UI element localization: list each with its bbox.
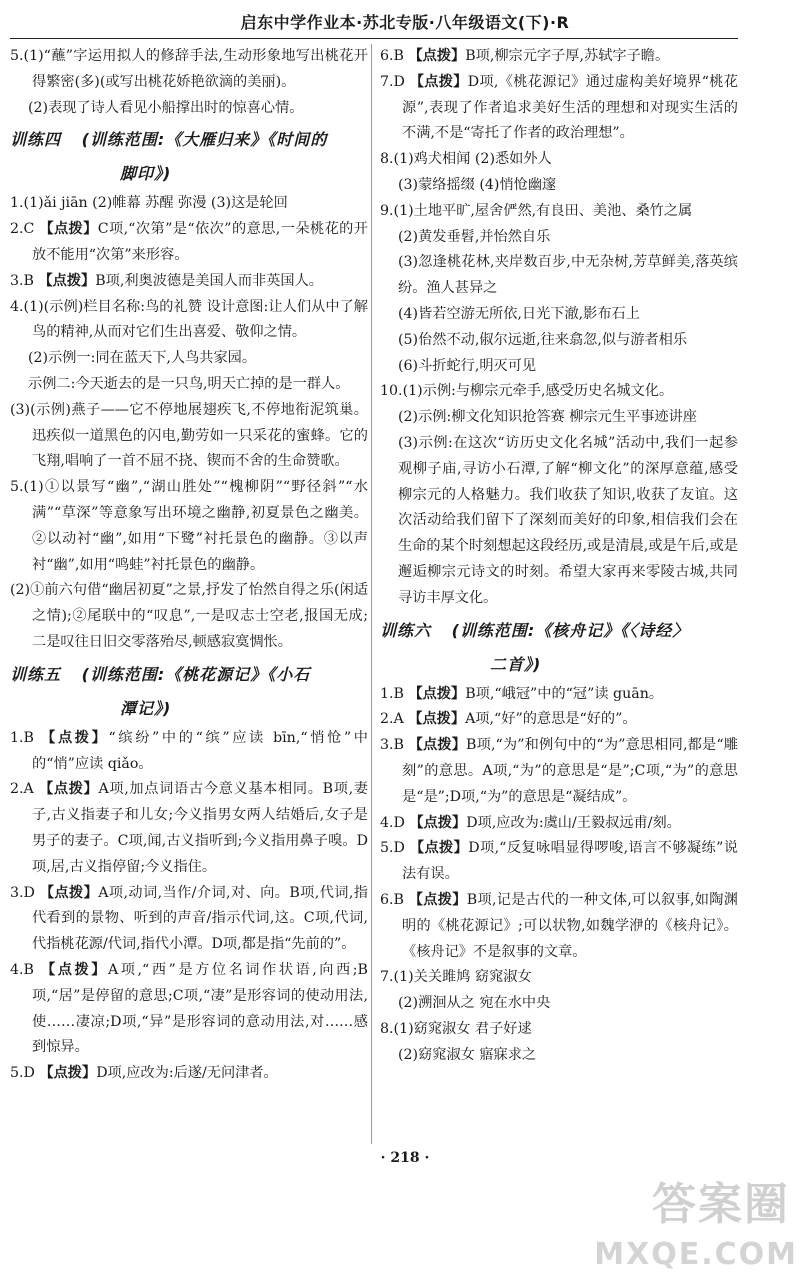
hint-tag: 【点拨】 bbox=[408, 891, 467, 908]
hint-tag: 【点拨】 bbox=[409, 73, 468, 90]
answer-item: (2)窈窕淑女 寤寐求之 bbox=[398, 1046, 537, 1063]
answer-item: (3)示例:在这次“访历史文化名城”活动中,我们一起参观柳子庙,寻访小石潭,了解“柳文化”的深厚意蕴,感受柳宗元的人格魅力。我们收获了知识,收获了友谊。这次活动给我们留下了深刻而美好的印象,相信我们会在生命的某个时刻想起这段经历,或是清晨,或是午后,或是邂逅柳宗元诗文的时刻。希望大家再来零陵古城,共同寻访丰厚文化。 bbox=[398, 434, 738, 606]
answer-key: 4.D bbox=[380, 814, 410, 831]
answer-item: 8.(1)鸡犬相闻 (2)悉如外人 bbox=[380, 151, 552, 168]
answer-item bbox=[380, 707, 738, 733]
page-header: 启东中学作业本·苏北专版·八年级语文(下)·R bbox=[240, 13, 570, 32]
section-heading bbox=[10, 125, 368, 155]
answer-item bbox=[380, 811, 738, 837]
answer-item bbox=[10, 958, 368, 1061]
hint-text: A项,动词,当作/介词,对、向。B项,代词,指代看到的景物、听到的声音/指示代词,这。C项,代词,代指桃花源/代词,指代小潭。D项,都是指“先前的”。 bbox=[32, 884, 368, 953]
answer-item bbox=[380, 44, 738, 70]
answer-item: 10.(1)示例:与柳宗元牵手,感受历史名城文化。 bbox=[380, 383, 674, 400]
hint-tag: 【点拨】 bbox=[409, 814, 467, 831]
hint-tag: 【点拨】 bbox=[409, 840, 469, 857]
answer-item: (6)斗折蛇行,明灭可见 bbox=[398, 357, 537, 374]
answer-item: (2)溯洄从之 宛在水中央 bbox=[398, 995, 551, 1012]
answer-key: 2.C bbox=[10, 221, 40, 238]
answer-key: 5.D bbox=[10, 1065, 40, 1082]
hint-text: D项,“反复咏唱显得啰唆,语言不够凝练”说法有误。 bbox=[402, 840, 738, 883]
section-range: (训练范围:《大雁归来》《时间的 bbox=[81, 130, 328, 150]
section-range: (训练范围:《桃花源记》《小石 bbox=[81, 664, 311, 684]
left-column bbox=[10, 44, 368, 1087]
hint-text: A项,“西”是方位名词作状语,向西;B项,“居”是停留的意思;C项,“凄”是形容词的使动用法,使……凄凉;D项,“异”是形容词的意动用法,对……感到惊异。 bbox=[32, 961, 368, 1056]
answer-item: (2)①前六句借“幽居初夏”之景,抒发了怡然自得之乐(闲适之情);②尾联中的“叹息”,一是叹志士空老,报国无成;二是叹往日旧交零落殆尽,顿感寂寞惆怅。 bbox=[10, 582, 368, 650]
answer-key: 3.B bbox=[380, 737, 409, 754]
section-range: (训练范围:《核舟记》《〈诗经〉 bbox=[451, 620, 690, 640]
hint-text: “缤纷”中的“缤”应读 bīn,“悄怆”中的“悄”应读 qiǎo。 bbox=[32, 729, 368, 772]
hint-tag: 【点拨】 bbox=[39, 221, 98, 238]
answer-item: (2)黄发垂髫,并怡然自乐 bbox=[398, 228, 551, 245]
answer-key: 2.A bbox=[10, 781, 39, 798]
answer-item: 5.(1)“蘸”字运用拟人的修辞手法,生动形象地写出桃花开得繁密(多)(或写出桃花娇艳欲滴的美丽)。 bbox=[10, 48, 368, 90]
answer-item: 1.(1)ǎi jiān (2)帷幕 苏醒 弥漫 (3)这是轮回 bbox=[10, 195, 288, 212]
answer-key: 1.B bbox=[10, 729, 42, 746]
answer-item: 7.(1)关关雎鸠 窈窕淑女 bbox=[380, 969, 532, 986]
answer-item bbox=[10, 269, 368, 295]
hint-tag: 【点拨】 bbox=[41, 729, 109, 746]
answer-item: (2)表现了诗人看见小船撑出时的惊喜心情。 bbox=[28, 99, 304, 116]
right-column bbox=[380, 44, 738, 1068]
answer-item: (2)示例:柳文化知识抢答赛 柳宗元生平事迹讲座 bbox=[398, 409, 697, 426]
watermark bbox=[594, 1152, 798, 1272]
answer-item bbox=[380, 733, 738, 810]
hint-text: D项,应改为:后遂/无问津者。 bbox=[96, 1065, 278, 1082]
section-title: 训练六 bbox=[380, 620, 432, 640]
hint-tag: 【点拨】 bbox=[39, 1065, 97, 1082]
answer-key: 2.A bbox=[380, 711, 409, 728]
answer-item bbox=[380, 682, 738, 708]
section-range-cont: 潭记》) bbox=[120, 698, 172, 718]
hint-tag: 【点拨】 bbox=[39, 884, 99, 901]
hint-text: A项,“好”的意思是“好的”。 bbox=[465, 711, 637, 728]
section-title: 训练四 bbox=[10, 130, 62, 150]
answer-item bbox=[10, 217, 368, 269]
column-divider bbox=[371, 44, 372, 1144]
hint-tag: 【点拨】 bbox=[38, 781, 99, 798]
answer-key: 3.D bbox=[10, 884, 40, 901]
answer-item: 8.(1)窈窕淑女 君子好逑 bbox=[380, 1020, 532, 1037]
section-heading bbox=[10, 660, 368, 690]
answer-item: (4)皆若空游无所依,日光下澈,影布石上 bbox=[398, 305, 640, 322]
answer-item bbox=[10, 1061, 368, 1087]
answer-key: 1.B bbox=[380, 685, 409, 702]
answer-item: 4.(1)(示例)栏目名称:鸟的礼赞 设计意图:让人们从中了解鸟的精神,从而对它们生出喜爱、敬仰之情。 bbox=[10, 298, 368, 341]
hint-tag: 【点拨】 bbox=[408, 48, 466, 64]
answer-key: 5.D bbox=[380, 840, 410, 857]
answer-item: (3)蒙络摇缀 (4)悄怆幽邃 bbox=[398, 176, 557, 193]
answer-item bbox=[10, 881, 368, 958]
answer-item bbox=[10, 726, 368, 778]
answer-item bbox=[380, 836, 738, 888]
section-range-cont: 二首》) bbox=[490, 654, 542, 674]
answer-item: (3)(示例)燕子——它不停地展翅疾飞,不停地衔泥筑巢。迅疾似一道黑色的闪电,勤劳如一只采花的蜜蜂。它的飞翔,唱响了一首不屈不挠、锲而不舍的生命赞歌。 bbox=[10, 401, 368, 470]
answer-item: (5)佁然不动,俶尔远逝,往来翕忽,似与游者相乐 bbox=[398, 331, 688, 348]
answer-key: 6.B bbox=[380, 48, 409, 64]
answer-key: 3.B bbox=[10, 272, 39, 289]
answer-item: 9.(1)土地平旷,屋舍俨然,有良田、美池、桑竹之属 bbox=[380, 202, 693, 219]
answer-item: (2)示例一:同在蓝天下,人鸟共家园。 bbox=[28, 350, 257, 367]
hint-tag: 【点拨】 bbox=[408, 737, 467, 754]
answer-item: 5.(1)①以景写“幽”,“湖山胜处”“槐柳阴”“野径斜”“水满”“草深”等意象写出环境之幽静,初夏景色之幽美。②以动衬“幽”,如用“下鹭”衬托景色的幽静。③以声衬“幽”,如用“鸣蛙”衬托景色的幽静。 bbox=[10, 479, 368, 573]
hint-text: D项,应改为:虞山/王毅叔远甫/刻。 bbox=[466, 814, 681, 831]
section-range-cont: 脚印》) bbox=[120, 164, 172, 184]
answer-item bbox=[380, 888, 738, 965]
header-rule bbox=[10, 38, 738, 39]
watermark-logo: 答案圈 bbox=[652, 1179, 790, 1230]
hint-tag: 【点拨】 bbox=[408, 711, 466, 728]
answer-key: 4.B bbox=[10, 961, 42, 978]
hint-text: B项,“为”和例句中的“为”意思相同,都是“雕刻”的意思。A项,“为”的意思是“是”;C项,“为”的意思是“是”;D项,“为”的意思是“凝结成”。 bbox=[402, 737, 738, 805]
page-number: · 218 · bbox=[380, 1150, 430, 1166]
hint-text: B项,记是古代的一种文体,可以叙事,如陶渊明的《桃花源记》;可以状物,如魏学洢的《核舟记》。《核舟记》不是叙事的文章。 bbox=[402, 891, 738, 960]
hint-text: C项,“次第”是“依次”的意思,一朵桃花的开放不能用“次第”来形容。 bbox=[32, 221, 368, 263]
watermark-site: MXQE.COM bbox=[594, 1237, 798, 1272]
hint-text: A项,加点词语古今意义基本相同。B项,妻子,古义指妻子和儿女;今义指男女两人结婚后,女子是男子的妻子。C项,闻,古义指听到;今义指用鼻子嗅。D项,居,古义指停留;今义指住。 bbox=[32, 781, 368, 875]
answer-key: 6.B bbox=[380, 891, 409, 908]
answer-item: 示例二:今天逝去的是一只鸟,明天亡掉的是一群人。 bbox=[28, 375, 350, 392]
hint-tag: 【点拨】 bbox=[408, 685, 466, 702]
hint-text: D项,《桃花源记》通过虚构美好境界“桃花源”,表现了作者追求美好生活的理想和对现实生活的不满,不是“寄托了作者的政治理想”。 bbox=[402, 73, 738, 142]
section-heading bbox=[380, 616, 738, 646]
hint-text: B项,“峨冠”中的“冠”读 guān。 bbox=[465, 685, 664, 702]
hint-tag: 【点拨】 bbox=[41, 961, 108, 978]
hint-text: B项,利奥波德是美国人而非英国人。 bbox=[95, 272, 323, 289]
answer-item: (3)忽逢桃花林,夹岸数百步,中无杂树,芳草鲜美,落英缤纷。渔人甚异之 bbox=[398, 254, 738, 297]
hint-tag: 【点拨】 bbox=[38, 272, 96, 289]
answer-item bbox=[380, 70, 738, 147]
hint-text: B项,柳宗元字子厚,苏轼字子瞻。 bbox=[465, 48, 670, 64]
answer-key: 7.D bbox=[380, 73, 410, 90]
section-title: 训练五 bbox=[10, 664, 62, 684]
answer-item bbox=[10, 777, 368, 880]
